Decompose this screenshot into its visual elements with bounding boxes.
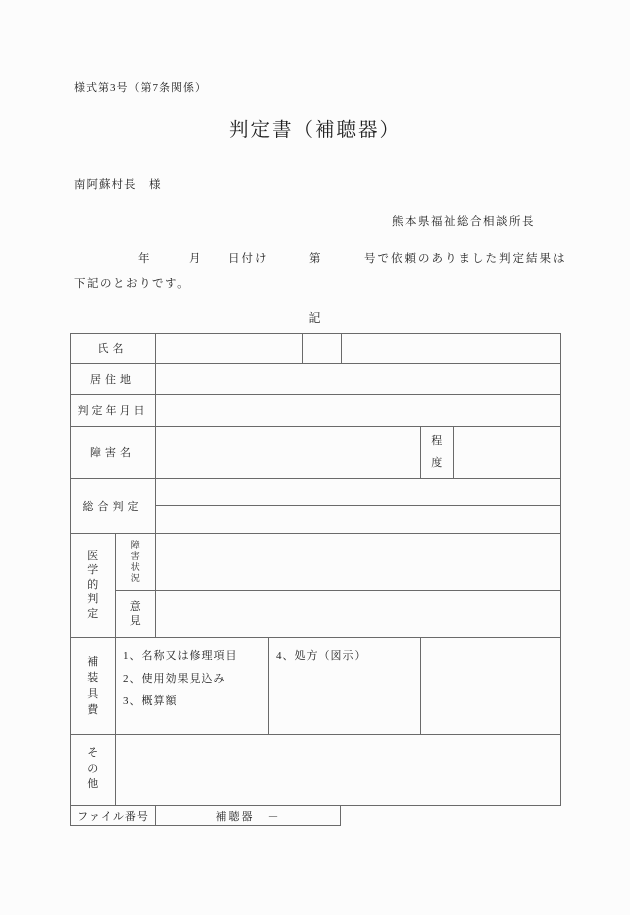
opinion-value-cell: [156, 591, 560, 637]
degree-label: 程度: [431, 435, 443, 469]
judgment-date-label: 判定年月日: [77, 405, 148, 417]
page-title: 判定書（補聴器）: [228, 120, 401, 141]
disability-value-cell: [156, 427, 420, 478]
request-sentence-line2: 下記のとおりです。: [74, 278, 191, 290]
request-sentence: [0, 250, 630, 266]
opinion-label: 意見: [129, 600, 141, 627]
judgment-date-value-cell: [156, 395, 560, 426]
other-label: その他: [87, 747, 99, 791]
residence-label: 居住地: [90, 373, 135, 386]
name-value-cell: [156, 334, 302, 363]
device-item-2: 2、使用効果見込み: [123, 672, 226, 685]
year-label: 年: [138, 253, 150, 265]
table-line: [560, 333, 561, 805]
name-right-cell: [342, 334, 560, 363]
sender: 熊本県福祉総合相談所長: [392, 216, 535, 228]
name-label: 氏名: [97, 343, 128, 355]
month-label: 月: [189, 253, 201, 265]
day-label: 日付け: [228, 253, 269, 265]
file-number-label: ファイル番号: [77, 810, 149, 823]
record-heading: 記: [308, 311, 322, 325]
device-item-1: 1、名称又は修理項目: [123, 650, 238, 662]
form-number: 様式第3号（第7条関係）: [74, 82, 207, 94]
disability-status-value-cell: [156, 534, 560, 590]
overall-judgment-cell-2: [156, 506, 560, 533]
other-value-cell: [116, 735, 560, 805]
name-small-cell: [303, 334, 341, 363]
device-cost-label: 補装具費: [87, 655, 99, 716]
table-line: [340, 805, 341, 826]
device-item-3: 3、概算額: [123, 695, 178, 707]
overall-judgment-cell-1: [156, 479, 560, 505]
prescription-cell: [268, 637, 420, 734]
residence-value-cell: [156, 364, 560, 394]
device-cost-extra-cell: [421, 638, 560, 734]
disability-label: 障害名: [90, 447, 135, 459]
medical-judgment-label: 医学的判定: [87, 549, 99, 620]
addressee: 南阿蘇村長 様: [74, 179, 162, 191]
number-prefix-label: 第: [309, 253, 321, 265]
device-item-4: 4、処方（図示）: [276, 650, 367, 662]
overall-judgment-label: 総合判定: [82, 500, 143, 513]
degree-value-cell: [454, 427, 560, 478]
request-sentence-tail: 号で依頼のありました判定結果は: [364, 253, 567, 265]
judgment-table: [70, 333, 562, 826]
disability-status-label: 障害状況: [130, 539, 140, 583]
device-items-cell: [115, 637, 268, 734]
file-number-value: 補聴器 －: [215, 810, 281, 823]
